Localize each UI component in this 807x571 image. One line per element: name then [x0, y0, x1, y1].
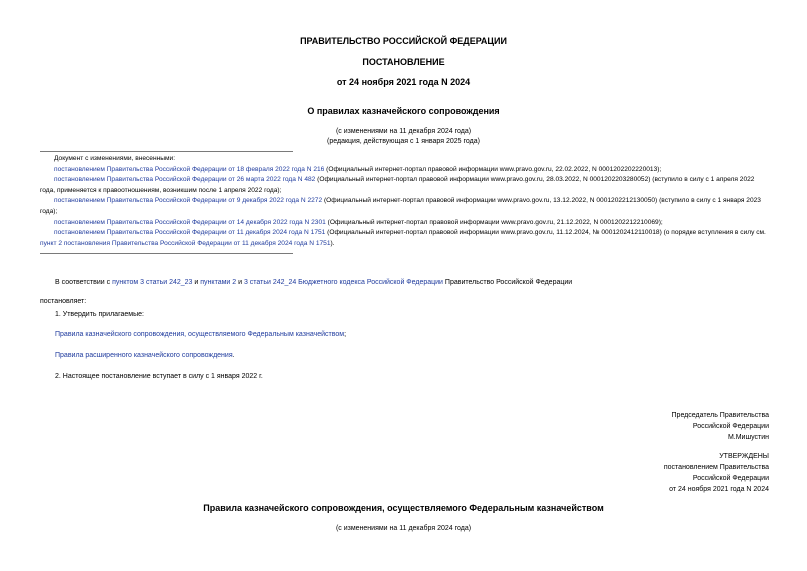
rules-1-link[interactable]: Правила казначейского сопровождения, осуществляемого Федеральным казначейством — [55, 331, 345, 338]
item-2: 2. Настоящее постановление вступает в силу с 1 января 2022 г. — [55, 373, 263, 380]
doc-date: от 24 ноября 2021 года N 2024 — [336, 77, 471, 87]
change-text: (Официальный интернет-портал правовой информации www.pravo.gov.ru, 11.12.2024, № 0001202412110018) (о порядке вступления в силу см. — [325, 229, 766, 237]
change-link[interactable]: постановлением Правительства Российской Федерации от 14 декабря 2022 года N 2301 — [54, 218, 326, 226]
budget-code-link-3[interactable]: 3 статьи 242_24 Бюджетного кодекса Российской Федерации — [243, 279, 443, 286]
change-item — [40, 165, 770, 176]
change-link[interactable]: постановлением Правительства Российской Федерации от 26 марта 2022 года N 482 — [54, 176, 316, 184]
preamble-paragraph: В соответствии с пунктом 3 статьи 242_23 и пунктами 2 и 3 статьи 242_24 Бюджетного кодекса Российской Федерации Правительство Российской Федерации — [55, 279, 573, 286]
rules-1-line: Правила казначейского сопровождения, осуществляемого Федеральным казначейством; — [55, 331, 347, 338]
change-item — [40, 218, 770, 229]
change-link[interactable]: постановлением Правительства Российской Федерации от 11 декабря 2024 года N 1751 — [54, 229, 326, 237]
change-item — [40, 175, 770, 196]
rules-2-link[interactable]: Правила расширенного казначейского сопровождения — [55, 352, 233, 359]
rules-title: Правила казначейского сопровождения, осуществляемого Федеральным казначейством — [203, 503, 604, 513]
doc-type-heading: ПОСТАНОВЛЕНИЕ — [362, 57, 445, 67]
divider-top — [40, 151, 293, 152]
change-text: (Официальный интернет-портал правовой информации www.pravo.gov.ru, 28.03.2022, N 0001202203280052) (вступило в силу с 1 апреля 2022 года, применяется к правоотношениям, возникшим после 1 апреля 2022 года); — [40, 176, 755, 194]
change-item — [40, 228, 770, 249]
doc-title: О правилах казначейского сопровождения — [307, 106, 500, 116]
signature-name: М.Мишустин — [727, 434, 769, 441]
change-link-secondary[interactable]: пункт 2 постановления Правительства Российской Федерации от 11 декабря 2024 года N 1751 — [40, 239, 331, 247]
divider-bottom — [40, 253, 293, 254]
changes-line: (с изменениями на 11 декабря 2024 года) — [335, 128, 472, 135]
change-item — [40, 196, 770, 217]
changes-note-intro: Документ с изменениями, внесенными: — [54, 155, 176, 162]
edition-line: (редакция, действующая с 1 января 2025 года) — [327, 138, 480, 145]
budget-code-link-2[interactable]: пунктами 2 — [200, 279, 237, 286]
approved-line: Российской Федерации — [692, 475, 769, 482]
approved-line: постановлением Правительства — [663, 464, 769, 471]
change-link[interactable]: постановлением Правительства Российской Федерации от 18 февраля 2022 года N 216 — [54, 165, 325, 173]
signature-line: Российской Федерации — [692, 423, 769, 430]
change-text: (Официальный интернет-портал правовой информации www.pravo.gov.ru, 22.02.2022, N 0001202202220013); — [324, 165, 662, 173]
change-text: (Официальный интернет-портал правовой информации www.pravo.gov.ru, 21.12.2022, N 0001202212210069); — [325, 218, 663, 226]
rules-2-line: Правила расширенного казначейского сопровождения. — [55, 352, 235, 359]
signature-line: Председатель Правительства — [671, 412, 769, 419]
change-link[interactable]: постановлением Правительства Российской Федерации от 9 декабря 2022 года N 2272 — [54, 197, 323, 205]
decree-word: постановляет: — [40, 298, 87, 305]
changes-note — [40, 154, 770, 249]
government-heading: ПРАВИТЕЛЬСТВО РОССИЙСКОЙ ФЕДЕРАЦИИ — [300, 36, 507, 46]
change-text: ). — [330, 239, 335, 247]
change-text: (Официальный интернет-портал правовой информации www.pravo.gov.ru, 13.12.2022, N 0001202212130050) (вступило в силу с 1 января 2023 года); — [40, 197, 761, 215]
signature-block — [672, 410, 769, 443]
approved-line: УТВЕРЖДЕНЫ — [719, 453, 769, 460]
approved-line: от 24 ноября 2021 года N 2024 — [669, 486, 769, 493]
approved-block — [664, 451, 769, 495]
rules-changes-line: (с изменениями на 11 декабря 2024 года) — [335, 525, 472, 532]
item-1: 1. Утвердить прилагаемые: — [55, 311, 144, 318]
budget-code-link-1[interactable]: пунктом 3 статьи 242_23 — [112, 279, 193, 286]
